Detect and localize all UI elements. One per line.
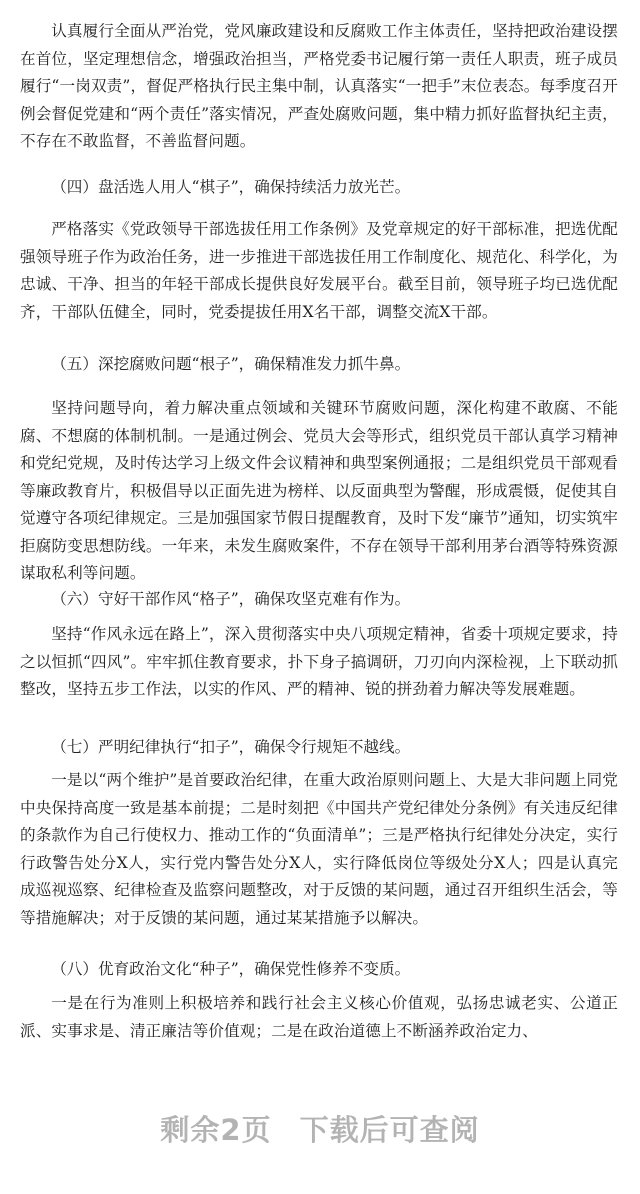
download-prompt[interactable] (0, 1108, 640, 1149)
paragraph: 坚持“作风永远在路上”，深入贯彻落实中央八项规定精神，省委十项规定要求，持之以恒抓“四风”。牢牢抓住教育要求，扑下身子搞调研，刀刃向内深检视，上下联动抓整改，坚持五步工作法，以实的作风、严的精神、锐的拼劲着力解决等发展难题。 (20, 625, 618, 698)
paragraph: 严格落实《党政领导干部选拔任用工作条例》及党章规定的好干部标准，把选优配强领导班子作为政治任务，进一步推进干部选拔任用工作制度化、规范化、科学化，为忠诚、干净、担当的年轻干部成长提供良好发展平台。截至目前，领导班子均已选优配齐，干部队伍健全，同时，党委提拔任用X名干部，调整交流X干部。 (20, 220, 618, 321)
section-heading: （六）守好干部作风“格子”，确保攻坚克难有作为。 (51, 590, 411, 608)
section-heading: （五）深挖腐败问题“根子”，确保精准发力抓牛鼻。 (51, 355, 411, 373)
download-to-view-label: 下载后可查阅 (299, 1113, 480, 1147)
section-heading: （四）盘活选人用人“棋子”，确保持续活力放光芒。 (51, 178, 411, 196)
remaining-pages-label: 剩余2页 (160, 1113, 272, 1147)
paragraph: 一是在行为准则上积极培养和践行社会主义核心价值观，弘扬忠诚老实、公道正派、实事求是、清正廉洁等价值观；二是在政治道德上不断涵养政治定力、 (20, 994, 618, 1040)
paragraph: 一是以“两个维护”是首要政治纪律，在重大政治原则问题上、大是大非问题上同党中央保持高度一致是基本前提；二是时刻把《中国共产党纪律处分条例》有关违反纪律的条款作为自己行使权力、推动工作的“负面清单”；三是严格执行纪律处分决定，实行行政警告处分X人，实行党内警告处分X人，实行降低岗位等级处分X人；四是认真完成巡视巡察、纪律检查及监察问题整改，对于反馈的某问题，通过召开组织生活会，等等措施解决；对于反馈的某问题，通过某某措施予以解决。 (20, 771, 618, 927)
paragraph: 认真履行全面从严治党，党风廉政建设和反腐败工作主体责任，坚持把政治建设摆在首位，坚定理想信念，增强政治担当，严格党委书记履行第一责任人职责，班子成员履行“一岗双责”，督促严格执行民主集中制，认真落实“一把手”末位表态。每季度召开例会督促党建和“两个责任”落实情况，严查处腐败问题，集中精力抓好监督执纪主责，不存在不敢监督，不善监督问题。 (20, 22, 618, 150)
section-heading: （七）严明纪律执行“扣子”，确保令行规矩不越线。 (51, 738, 411, 756)
paragraph: 坚持问题导向，着力解决重点领域和关键环节腐败问题，深化构建不敢腐、不能腐、不想腐的体制机制。一是通过例会、党员大会等形式，组织党员干部认真学习精神和党纪党规，及时传达学习上级文件会议精神和典型案例通报；二是组织党员干部观看等廉政教育片，积极倡导以正面先进为榜样、以反面典型为警醒，形成震慑，促使其自觉遵守各项纪律规定。三是加强国家节假日提醒教育，及时下发“廉节”通知，切实筑牢拒腐防变思想防线。一年来，未发生腐败案件，不存在领导干部利用茅台酒等特殊资源谋取私利等问题。 (20, 399, 618, 582)
section-heading: （八）优育政治文化“种子”，确保党性修养不变质。 (51, 960, 411, 978)
